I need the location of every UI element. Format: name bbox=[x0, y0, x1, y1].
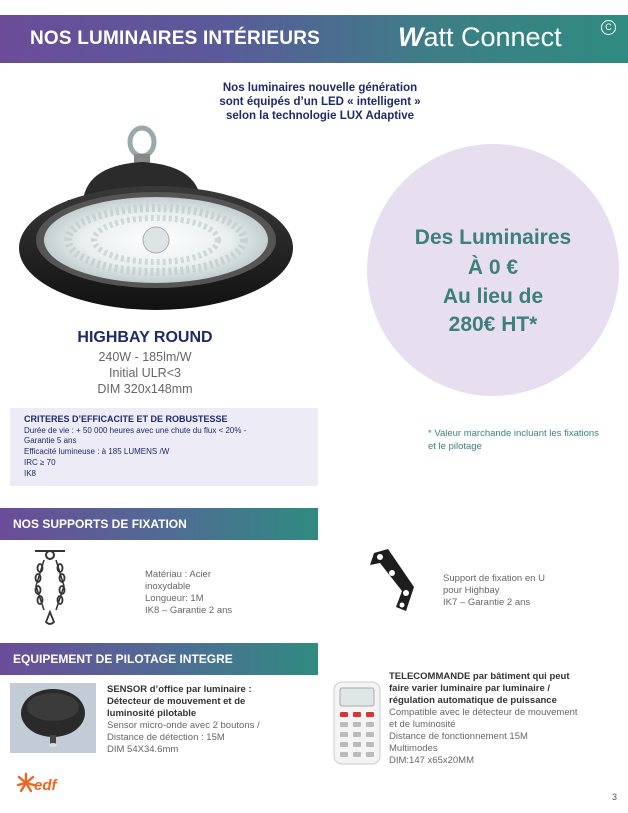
product-spec-ulr: Initial ULR<3 bbox=[109, 366, 181, 380]
brand-logo bbox=[398, 22, 562, 53]
criteria-line: Garantie 5 ans bbox=[24, 436, 77, 445]
remote-control-image bbox=[330, 680, 384, 766]
offer-footnote: * Valeur marchande incluant les fixations et le pilotage bbox=[428, 428, 599, 452]
sensor-device-icon bbox=[10, 683, 96, 753]
chain-image bbox=[30, 548, 70, 628]
u-bracket-image bbox=[360, 545, 422, 615]
remote-bold-line: régulation automatique de puissance bbox=[389, 695, 557, 706]
intro-line: selon la technologie LUX Adaptive bbox=[225, 110, 415, 122]
chain-line: IK8 – Garantie 2 ans bbox=[145, 605, 233, 616]
criteria-line: IRC ≥ 70 bbox=[24, 458, 56, 467]
bracket-line: Support de fixation en U bbox=[443, 573, 545, 584]
sensor-bold-line: luminosité pilotable bbox=[107, 708, 197, 719]
bracket-description bbox=[443, 573, 545, 609]
intro-line: sont équipés d’un LED « intelligent » bbox=[219, 96, 421, 108]
brand-prefix: W bbox=[398, 22, 424, 52]
remote-bold-line: TELECOMMANDE par bâtiment qui peut bbox=[389, 671, 570, 682]
offer-price: 280€ HT* bbox=[448, 313, 538, 336]
brand-name: att Connect bbox=[423, 22, 562, 52]
intro-text bbox=[180, 81, 460, 123]
sensor-description bbox=[107, 684, 307, 756]
product-name: HIGHBAY ROUND bbox=[77, 329, 213, 346]
highbay-lamp-image bbox=[18, 120, 298, 320]
remote-line: et de luminosité bbox=[389, 719, 456, 730]
remote-line: Multimodes bbox=[389, 743, 438, 754]
bracket-line: pour Highbay bbox=[443, 585, 500, 596]
chain-line: Matériau : Acier bbox=[145, 569, 211, 580]
remote-line: Compatible avec le détecteur de mouvement bbox=[389, 707, 578, 718]
remote-line: Distance de fonctionnement 15M bbox=[389, 731, 528, 742]
edf-logo-icon bbox=[16, 772, 36, 794]
remote-bold-line: faire varier luminaire par luminaire / bbox=[389, 683, 551, 694]
sensor-line: Distance de détection : 15M bbox=[107, 732, 225, 743]
offer-line: Au lieu de bbox=[442, 285, 544, 308]
chain-line: inoxydable bbox=[145, 581, 191, 592]
chain-line: Longueur: 1M bbox=[145, 593, 204, 604]
sensor-bold-line: Détecteur de mouvement et de bbox=[107, 696, 246, 707]
criteria-title: CRITERES D’EFFICACITE ET DE ROBUSTESSE bbox=[24, 414, 228, 424]
criteria-line: Efficacité lumineuse : à 185 LUMENS /W bbox=[24, 447, 170, 456]
page-number: 3 bbox=[612, 792, 618, 802]
sensor-line: Sensor micro-onde avec 2 boutons / bbox=[107, 720, 260, 731]
bracket-line: IK7 – Garantie 2 ans bbox=[443, 597, 531, 608]
page-title: NOS LUMINAIRES INTÉRIEURS bbox=[30, 28, 321, 49]
intro-line: Nos luminaires nouvelle génération bbox=[222, 82, 418, 94]
edf-logo-text: edf bbox=[34, 777, 57, 794]
remote-line: DIM:147 x65x20MM bbox=[389, 755, 475, 766]
remote-description bbox=[389, 671, 624, 767]
product-spec-dim: DIM 320x148mm bbox=[97, 382, 193, 396]
sensor-bold-line: SENSOR d’office par luminaire : bbox=[107, 684, 252, 695]
brand-mark: C bbox=[601, 20, 616, 35]
pilotage-section-title: EQUIPEMENT DE PILOTAGE INTEGRE bbox=[13, 652, 233, 666]
offer-line: À 0 € bbox=[467, 256, 519, 279]
criteria-line: IK8 bbox=[24, 469, 37, 478]
offer-line: Des Luminaires bbox=[414, 226, 572, 249]
chain-description bbox=[145, 569, 232, 617]
sensor-image bbox=[10, 683, 96, 753]
criteria-line: Durée de vie : + 50 000 heures avec une chute du flux < 20% - bbox=[24, 426, 247, 435]
sensor-line: DIM 54X34.6mm bbox=[107, 744, 179, 755]
supports-section-title: NOS SUPPORTS DE FIXATION bbox=[13, 517, 187, 531]
product-spec-power: 240W - 185lm/W bbox=[98, 350, 192, 364]
